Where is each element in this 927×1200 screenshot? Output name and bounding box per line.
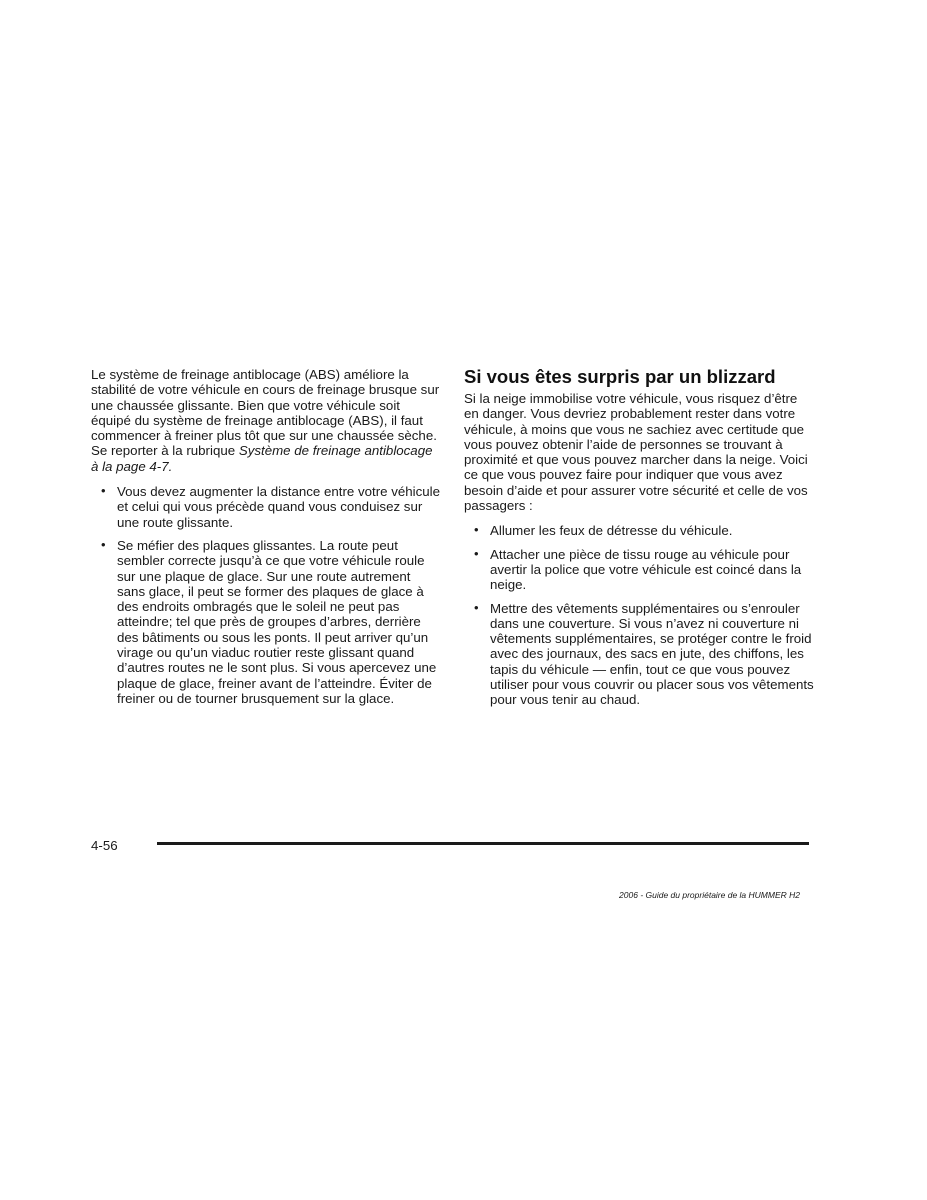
- list-item: [464, 547, 814, 593]
- bullet-icon: •: [474, 522, 479, 538]
- bullet-icon: •: [474, 545, 479, 561]
- left-column: [91, 367, 441, 714]
- right-column: [464, 367, 814, 716]
- abs-page-reference: Système de freinage antiblocage à la page 4-7.: [91, 443, 433, 474]
- bullet-icon: •: [101, 536, 106, 552]
- list-item: [464, 601, 814, 708]
- list-item-text: Vous devez augmenter la distance entre votre véhicule et celui qui vous précède quand vous conduisez sur une route glissante.: [117, 484, 441, 530]
- right-bullet-list: [464, 523, 814, 707]
- left-bullet-list: [91, 484, 441, 706]
- bullet-icon: •: [474, 599, 479, 615]
- list-item-text: Mettre des vêtements supplémentaires ou s’enrouler dans une couverture. Si vous n’avez ni couverture ni vêtements supplémentaires, se protéger contre le froid avec des journaux, des sacs en jute, des chiffons, les tapis du véhicule — enfin, tout ce que vous pouvez utiliser pour vous couvrir ou placer sous vos vêtements pour vous tenir au chaud.: [490, 600, 814, 708]
- abs-intro-paragraph: [91, 367, 441, 474]
- list-item-text: Allumer les feux de détresse du véhicule.: [490, 523, 733, 539]
- section-heading: Si vous êtes surpris par un blizzard: [464, 366, 776, 387]
- list-item-text: Se méfier des plaques glissantes. La route peut sembler correcte jusqu’à ce que votre véhicule roule sur une plaque de glace. Sur une route autrement sans glace, il peut se former des plaques de glace à des endroits ombragés que le soleil ne peut pas atteindre; tel que près de groupes d’arbres, derrière des bâtiments ou sous les ponts. Il peut arriver qu’un virage ou qu’un viaduc routier reste glissant quand d’autres routes ne le sont plus. Si vous apercevez une plaque de glace, freiner avant de l’atteindre. Éviter de freiner ou de tourner brusquement sur la glace.: [117, 537, 437, 706]
- list-item: [91, 484, 441, 530]
- list-item: [464, 523, 814, 538]
- page-number: 4-56: [91, 838, 118, 853]
- footer-title: 2006 - Guide du propriétaire de la HUMMER H2: [619, 890, 800, 900]
- blizzard-intro-paragraph: Si la neige immobilise votre véhicule, vous risquez d’être en danger. Vous devriez probablement rester dans votre véhicule, à moins que vous ne sachiez avec certitude que vous pouvez obtenir l’aide de personnes se trouvant à proximité et que vous pouvez marcher dans la neige. Voici ce que vous pouvez faire pour indiquer que vous avez besoin d’aide et pour assurer votre sécurité et celle de vos passagers :: [464, 391, 808, 514]
- list-item-text: Attacher une pièce de tissu rouge au véhicule pour avertir la police que votre véhicule est coincé dans la neige.: [490, 546, 802, 593]
- footer-divider: [157, 842, 809, 845]
- list-item: [91, 538, 441, 706]
- bullet-icon: •: [101, 483, 106, 499]
- abs-intro-text: Le système de freinage antiblocage (ABS) améliore la stabilité de votre véhicule en cours de freinage brusque sur une chaussée glissante. Bien que votre véhicule soit équipé du système de freinage antiblocage (ABS), il faut commencer à freiner plus tôt que sur une chaussée sèche. Se reporter à la rubrique: [91, 367, 440, 459]
